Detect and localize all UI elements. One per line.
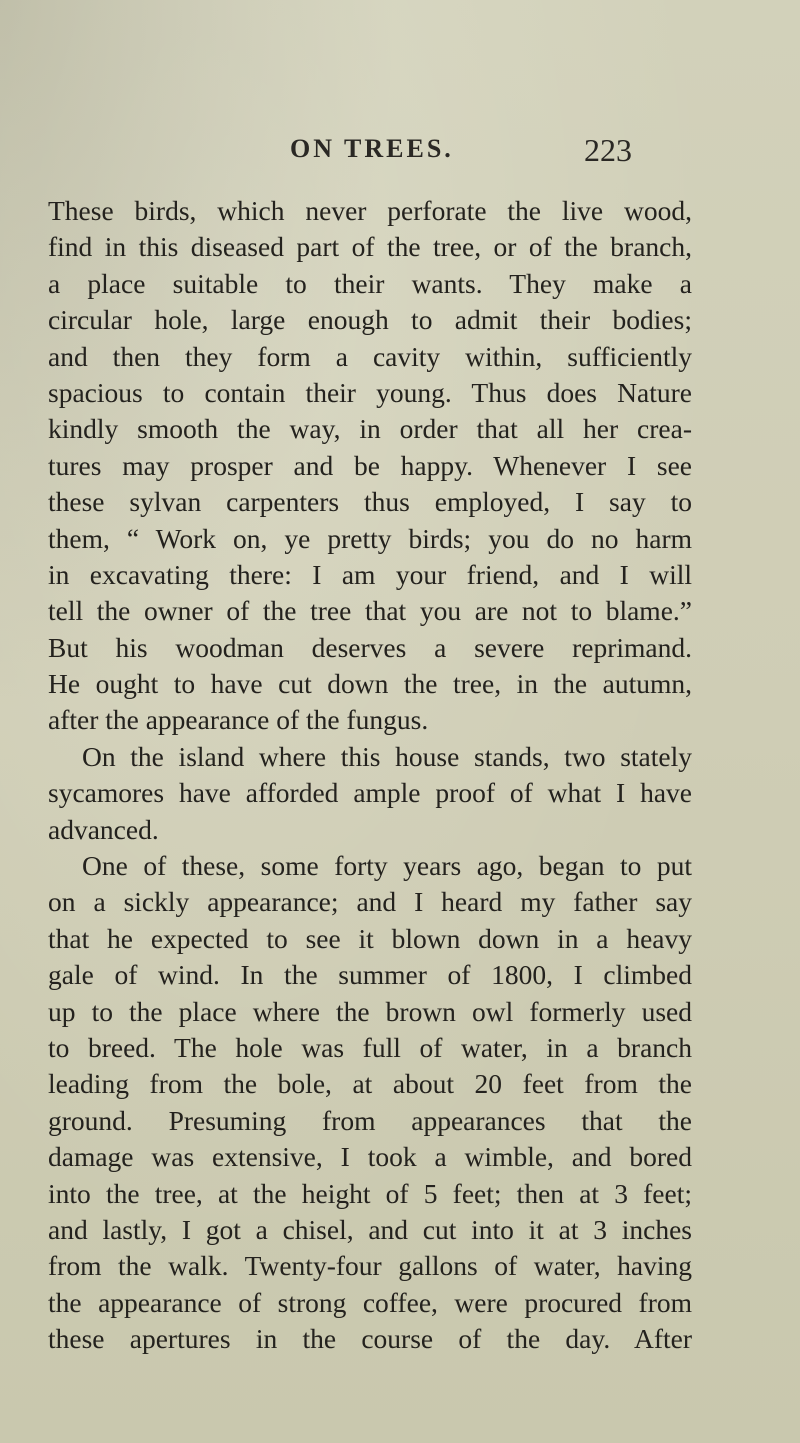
- text-line: damage was extensive, I took a wimble, and bored: [48, 1141, 692, 1173]
- text-line: These birds, which never perforate the live wood,: [48, 195, 692, 226]
- text-line: kindly smooth the way, in order that all her crea-: [48, 413, 692, 445]
- page-header: [0, 132, 800, 172]
- body-text: [48, 193, 692, 1358]
- text-line: in excavating there: I am your friend, and I will: [48, 558, 692, 590]
- text-line: them, “ Work on, ye pretty birds; you do no harm: [48, 522, 692, 554]
- text-line: ground. Presuming from appearances that the: [48, 1104, 692, 1136]
- text-line: on a sickly appearance; and I heard my father say: [48, 886, 692, 918]
- paragraph-first-line: On the island where this house stands, two stately: [82, 740, 692, 772]
- text-line: after the appearance of the fungus.: [48, 704, 429, 736]
- text-line: the appearance of strong coffee, were procured from: [48, 1286, 692, 1318]
- text-line: and lastly, I got a chisel, and cut into it at 3 inches: [48, 1213, 692, 1245]
- text-line: But his woodman deserves a severe reprimand.: [48, 631, 692, 663]
- text-line: from the walk. Twenty-four gallons of water, having: [48, 1250, 692, 1282]
- text-line: tures may prosper and be happy. Whenever I see: [48, 449, 692, 481]
- text-line: find in this diseased part of the tree, or of the branch,: [48, 231, 692, 263]
- text-line: that he expected to see it blown down in a heavy: [48, 922, 692, 954]
- text-line: tell the owner of the tree that you are not to blame.”: [48, 595, 692, 627]
- text-line: these sylvan carpenters thus employed, I say to: [48, 486, 692, 518]
- text-line: and then they form a cavity within, sufficiently: [48, 340, 692, 372]
- text-line: spacious to contain their young. Thus does Nature: [48, 376, 692, 408]
- text-line: a place suitable to their wants. They make a: [48, 267, 692, 299]
- paragraph-first-line: One of these, some forty years ago, began to put: [82, 850, 692, 882]
- text-line: circular hole, large enough to admit their bodies;: [48, 304, 692, 336]
- running-head: ON TREES.: [290, 134, 454, 163]
- text-line: these apertures in the course of the day. After: [48, 1323, 692, 1355]
- text-line: advanced.: [48, 813, 159, 845]
- page-number: 223: [584, 132, 632, 168]
- text-line: sycamores have afforded ample proof of what I have: [48, 777, 692, 809]
- text-line: to breed. The hole was full of water, in a branch: [48, 1031, 692, 1063]
- text-line: leading from the bole, at about 20 feet from the: [48, 1068, 692, 1100]
- text-line: gale of wind. In the summer of 1800, I climbed: [48, 959, 692, 991]
- text-line: into the tree, at the height of 5 feet; then at 3 feet;: [48, 1177, 692, 1209]
- text-line: He ought to have cut down the tree, in the autumn,: [48, 668, 692, 700]
- text-line: up to the place where the brown owl formerly used: [48, 995, 692, 1027]
